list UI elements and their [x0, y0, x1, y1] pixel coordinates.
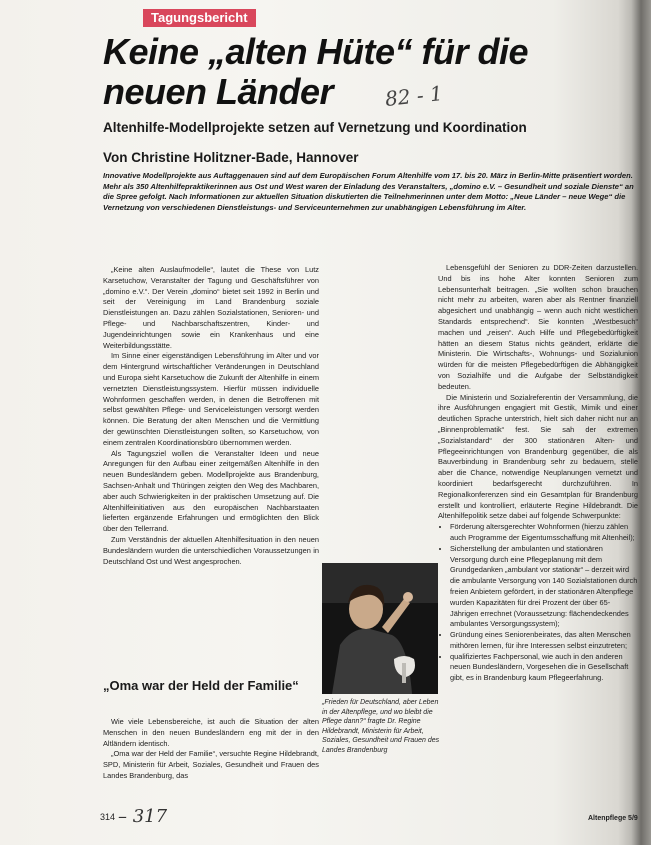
journal-footer: Altenpflege 5/9 [588, 815, 638, 822]
photo-caption: „Frieden für Deutschland, aber Leben in der Altenpflege, und wo bleibt die Pflege dann?“ fragte Dr. Regine Hildebrandt, Ministerin für Arbeit, Soziales, Gesundheit und Frauen des Landes Brandenburg [322, 699, 440, 754]
paragraph: Im Sinne einer eigenständigen Lebensführung im Alter und vor dem Hintergrund wirtschaftlicher Veränderungen in Deutschland und Europa sieht Karsetuchow die Zukunft der Altenhilfe in einem vernetzten Dienstleistungssystem. Hierfür müssen individuelle Wohnformen geschaffen werden, in denen die Betroffenen mit selbst gewählten Pflege- und Serviceleistungen versorgt werden können. Die Beratung der alten Menschen und die Vermittlung der gewünschten Dienstleistungen sollten, so Karsetuchow, von einem zentralen Koordinationsbüro übernommen werden. [103, 351, 319, 447]
article-author: Von Christine Holitzner-Bade, Hannover [103, 150, 359, 165]
list-item: • qualifiziertes Fachpersonal, wie auch in den anderen neuen Bundesländern, Vorgesehen die in Gesellschaft gibt, es in Brandenburg kaum Pflegeerfahrung. [450, 652, 638, 684]
left-column-continued [103, 717, 319, 782]
right-column [438, 263, 638, 684]
paragraph: Die Ministerin und Sozialreferentin der Versammlung, die ihre Ausführungen engagiert mit Gestik, Mimik und einer deutlichen Sprache unterstrich, hielt sich daher nicht nur an „Binnenproblematik“ fest. Sie sah der extremen „Sozialstandard“ der 300 stationären Alten- und Pflegeeinrichtungen von Brandenburg gegenüber, die als Bauverbindung in Brandenburg sehr zu bedauern, stelle aber die Chance, notwendige Neuplanungen vernetzt und koordiniert bedarfsgerecht durchzuführen. In Regionalkonferenzen sind ein Gesamtplan für Brandenburg erstellt und kontrolliert, erläuterte Regine Hildebrandt. Die Altenhilfepolitik setze dabei auf folgende Schwerpunkte: [438, 392, 638, 521]
paragraph: Wie viele Lebensbereiche, ist auch die Situation der alten Menschen in den neuen Bundesländern eng mit der in den Altländern identisch. [103, 717, 319, 748]
bullet-list [438, 522, 638, 684]
article-title: Keine „alten Hüte“ für die neuen Länder [103, 31, 529, 112]
article-lead: Innovative Modellprojekte aus Auftaggenauen sind auf dem Europäischen Forum Altenhilfe vom 17. bis 20. März in Berlin-Mitte präsentiert worden. Mehr als 350 Altenhilfepraktikerinnen aus Ost und West waren der Einladung des Veranstalters, „domino e.V. – Gesundheit und soziale Dienste“ an die Spree gefolgt. Nach Informationen zur aktuellen Situation diskutierten die Teilnehmerinnen unter dem Motto: „Neue Länder – neue Wege“ die Vernetzung von verschiedenen Dienstleistungs- und Serviceunternehmen zur unabhängigen Lebensführung im Alter. [103, 171, 634, 212]
handwritten-page-number: – 317 [118, 806, 168, 827]
left-column [103, 265, 319, 567]
handwritten-note: 82 - 1 [383, 81, 444, 111]
paragraph: „Oma war der Held der Familie“, versuchte Regine Hildebrandt, SPD, Ministerin für Arbeit, Soziales, Gesundheit und Frauen des Landes Brandenburg, das [103, 749, 319, 780]
section-subheading: „Oma war der Held der Familie“ [103, 678, 299, 693]
paragraph: „Keine alten Auslaufmodelle“, lautet die These von Lutz Karsetuchow, Veranstalter der Tagung und Geschäftsführer von „domino e.V.“. Der Verein „domino“ bietet seit 1992 in Berlin und seit der Vereinigung im Land Brandenburg soziale Dienstleistungen an. Dazu zählen Sozialstationen, Senioren- und Pflege- und Nachbarschaftszentren, Kinder- und Jugendeinrichtungen sowie ein Krankenhaus und eine Weiterbildungsstätte. [103, 265, 319, 350]
paragraph: Als Tagungsziel wollen die Veranstalter Ideen und neue Anregungen für den Aufbau einer zeitgemäßen Altenhilfe in den neuen Bundesländern geben. Modellprojekte aus Brandenburg, Sachsen-Anhalt und Thüringen zeigten den Weg des Machbaren, aber auch Schwierigkeiten in der praktischen Umsetzung auf. Die Altenhilfeinitiativen aus den europäischen Nachbarstaaten lieferten ergänzende Erfahrungen und ermöglichten den Blick über den Tellerrand. [103, 448, 319, 534]
paragraph: Zum Verständnis der aktuellen Altenhilfesituation in den neuen Bundesländern wurden die unterschiedlichen Voraussetzungen in Deutschland Ost und West angesprochen. [103, 534, 319, 566]
list-item: • Sicherstellung der ambulanten und stationären Versorgung durch eine Pflegeplanung mit dem Grundgedanken „ambulant vor stationär“ – derzeit wird die ambulante Versorgung von 140 Sozialstationen durch freien Anbietern gefördert, in der stationären Altenpflege wurden Kapazitäten für drei Prozent der über 65-Jährigen errechnet (Voraussetzung: flächendeckendes ambulantes Versorgungssystem); [450, 544, 638, 630]
paragraph: Lebensgefühl der Senioren zu DDR-Zeiten darzustellen. Und bis ins hohe Alter konnten Senioren zum Lebensunterhalt beitragen. „Sie wollten schon brauchen nicht mehr zu arbeiten, waren aber als Rentner finanziell abgesichert und unabhängig – wenn auch nicht westlichen Standards entsprechend“. Sie konnten „Westbesuch“ machen und „reisen“. Auch Hilfe und Pflegebedürftigkeit hätten an diesem Status nichts geändert, erklärte die Ministerin. Die Wirtschafts-, Wohnungs- und Sozialunion würden für die meisten Pflegebedürftigen die Abhängigkeit von Sozialhilfe und die Aufgabe der Selbständigkeit bedeuten. [438, 263, 638, 391]
article-subtitle: Altenhilfe-Modellprojekte setzen auf Vernetzung und Koordination [103, 120, 527, 135]
speaker-photo [322, 563, 438, 694]
list-item: • Förderung altersgerechter Wohnformen (hierzu zählen auch Programme der Eigentumsschaffung mit Altenheil); [450, 522, 638, 544]
section-tag: Tagungsbericht [143, 9, 256, 27]
page-number: 314 [100, 812, 116, 822]
speaker-photo-image [322, 563, 438, 694]
list-item: • Gründung eines Seniorenbeirates, das alten Menschen mithören lernen, für ihre Interessen selbst einzutreten; [450, 630, 638, 652]
